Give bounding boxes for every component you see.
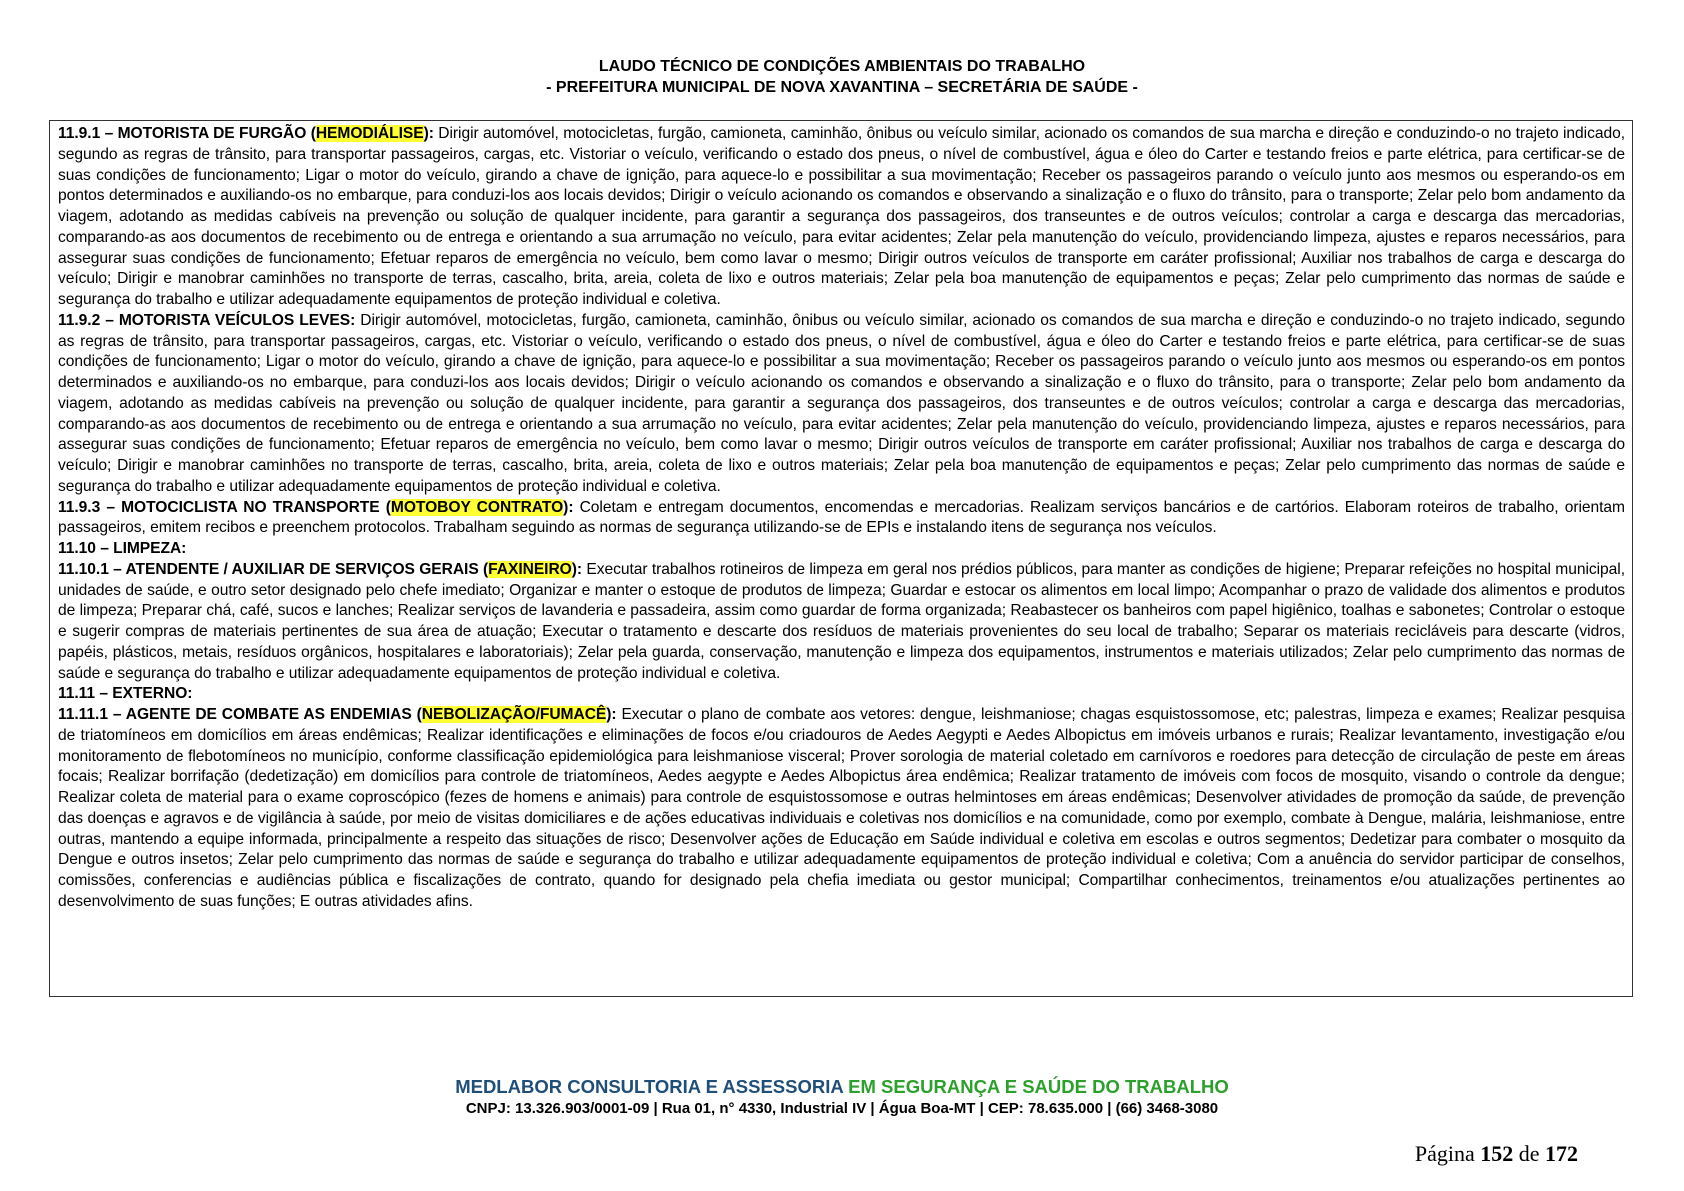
section-body: Dirigir automóvel, motocicletas, furgão, camioneta, caminhão, ônibus ou veículo similar, acionado os comandos de sua marcha e direção e conduzindo-o no trajeto indicado, segundo as regras de trânsito, para transportar passageiros, cargas, etc. Vistoriar o veículo, verificando o estado dos pneus, o nível de combustível, água e óleo do Carter e testando freios e parte elétrica, para certificar-se de suas condições de funcionamento; Ligar o motor do veículo, girando a chave de ignição, para aquece-lo e possibilitar a sua movimentação; Receber os passageiros parando o veículo junto aos mesmos ou esperando-os em pontos determinados e auxiliando-os no embarque, para conduzi-los aos locais devidos; Dirigir o veículo acionando os comandos e observando a sinalização e o fluxo do trânsito, para o transporte; Zelar pelo bom andamento da viagem, adotando as medidas cabíveis na prevenção ou solução de qualquer incidente, para garantir a segurança dos passageiros, dos transeuntes e de outros veículos; controlar a carga e descarga das mercadorias, comparando-as aos documentos de recebimento ou de entrega e orientando a sua arrumação no veículo, para evitar acidentes; Zelar pela manutenção do veículo, providenciando limpeza, ajustes e reparos necessários, para assegurar suas condições de funcionamento; Efetuar reparos de emergência no veículo, bem como lavar o mesmo; Dirigir outros veículos de transporte em caráter profissional; Auxiliar nos trabalhos de carga e descarga do veículo; Dirigir e manobrar caminhões no transporte de terras, cascalho, brita, areia, coleta de lixo e outros materiais; Zelar pela boa manutenção de equipamentos e peças; Zelar pelo cumprimento das normas de saúde e segurança do trabalho e utilizar adequadamente equipamentos de proteção individual e coletiva. bbox=[58, 125, 1625, 308]
section-title: 11.10 – LIMPEZA: bbox=[58, 540, 187, 557]
section-body: Coletam e entregam documentos, encomendas e mercadorias. Realizam serviços bancários e de cartórios. Elaboram roteiros de trabalho, orientam passageiros, emitem recibos e preenchem protocolos. Trabalham seguindo as normas de segurança utilizando-se de EPIs e instalando itens de segurança nos veículos. bbox=[58, 498, 1625, 537]
footer-company bbox=[0, 1076, 1684, 1098]
section-body: Dirigir automóvel, motocicletas, furgão, camioneta, caminhão, ônibus ou veículo similar, acionado os comandos de sua marcha e direção e conduzindo-o no trajeto indicado, segundo as regras de trânsito, para transportar passageiros, cargas, etc. Vistoriar o veículo, verificando o estado dos pneus, o nível de combustível, água e óleo do Carter e testando freios e parte elétrica, para certificar-se de suas condições de funcionamento; Ligar o motor do veículo, girando a chave de ignição, para aquece-lo e possibilitar a sua movimentação; Receber os passageiros parando o veículo junto aos mesmos ou esperando-os em pontos determinados e auxiliando-os no embarque, para conduzi-los aos locais devidos; Dirigir o veículo acionando os comandos e observando a sinalização e o fluxo do trânsito, para o transporte; Zelar pelo bom andamento da viagem, adotando as medidas cabíveis na prevenção ou solução de qualquer incidente, para garantir a segurança dos passageiros, dos transeuntes e de outros veículos; controlar a carga e descarga das mercadorias, comparando-as aos documentos de recebimento ou de entrega e orientando a sua arrumação no veículo, para evitar acidentes; Zelar pela manutenção do veículo, providenciando limpeza, ajustes e reparos necessários, para assegurar suas condições de funcionamento; Efetuar reparos de emergência no veículo, bem como lavar o mesmo; Dirigir outros veículos de transporte em caráter profissional; Auxiliar nos trabalhos de carga e descarga do veículo; Dirigir e manobrar caminhões no transporte de terras, cascalho, brita, areia, coleta de lixo e outros materiais; Zelar pela boa manutenção de equipamentos e peças; Zelar pelo cumprimento das normas de saúde e segurança do trabalho e utilizar adequadamente equipamentos de proteção individual e coletiva. bbox=[58, 311, 1625, 495]
highlight: HEMODIÁLISE bbox=[315, 125, 424, 142]
document-header bbox=[0, 56, 1684, 98]
section-11-9-2 bbox=[58, 311, 1625, 498]
section-title: 11.9.2 – MOTORISTA VEÍCULOS LEVES: bbox=[58, 311, 356, 329]
section-11-9-3 bbox=[58, 498, 1625, 540]
section-11-11 bbox=[58, 684, 1625, 705]
highlight: NEBOLIZAÇÃO/FUMACÊ bbox=[421, 706, 607, 723]
section-body: Executar o plano de combate aos vetores: dengue, leishmaniose; chagas esquistossomose, etc; palestras, limpeza e exames; Realizar pesquisa de triatomíneos em domicílios em áreas endêmicas; Realizar identificações e eliminações de focos e/ou criadouros de Aedes Aegypti e Aedes Albopictus em imóveis urbanos e rurais; Realizar levantamento, investigação e/ou monitoramento de flebotomíneos no município, conforme classificação epidemiológica para leishmaniose visceral; Prover sorologia de material coletado em carnívoros e roedores para detecção de circulação de peste em áreas focais; Realizar borrifação (dedetização) em domicílios para controle de triatomíneos, Aedes aegypte e Aedes Albopictus área endêmica; Realizar tratamento de imóveis com focos de mosquito, visando o controle da dengue; Realizar coleta de material para o exame coproscópico (fezes de homens e animais) para controle de esquistossomose e outras helmintoses em áreas endêmicas; Desenvolver atividades de promoção da saúde, de prevenção das doenças e agravos e de vigilância à saúde, por meio de visitas domiciliares e de ações educativas individuais e coletivas nos domicílios e na comunidade, como por exemplo, combate à Dengue, malária, leishmaniose, entre outras, mantendo a equipe informada, principalmente a respeito das situações de risco; Desenvolver ações de Educação em Saúde individual e coletiva em escolas e outros segmentos; Dedetizar para combater o mosquito da Dengue e outros insetos; Zelar pelo cumprimento das normas de saúde e segurança do trabalho e utilizar adequadamente equipamentos de proteção individual e coletiva; Com a anuência do servidor participar de conselhos, comissões, conferencias e audiências pública e fiscalizações de contrato, quando for designado pela chefia imediata ou gestor municipal; Compartilhar conhecimentos, treinamentos e/ou atualizações pertinentes ao desenvolvimento de suas funções; E outras atividades afins. bbox=[58, 706, 1626, 910]
section-title: 11.10.1 – ATENDENTE / AUXILIAR DE SERVIÇOS GERAIS (FAXINEIRO): bbox=[58, 560, 583, 578]
highlight: MOTOBOY CONTRATO bbox=[390, 498, 564, 516]
section-title: 11.9.1 – MOTORISTA DE FURGÃO (HEMODIÁLISE): bbox=[58, 125, 434, 142]
section-11-11-1 bbox=[58, 705, 1625, 913]
header-subtitle: - PREFEITURA MUNICIPAL DE NOVA XAVANTINA – SECRETÁRIA DE SAÚDE - bbox=[546, 79, 1138, 96]
section-11-10 bbox=[58, 539, 1625, 560]
section-title: 11.9.3 – MOTOCICLISTA NO TRANSPORTE (MOTOBOY CONTRATO): bbox=[58, 498, 574, 516]
header-title: LAUDO TÉCNICO DE CONDIÇÕES AMBIENTAIS DO TRABALHO bbox=[598, 58, 1086, 75]
company-tagline: EM SEGURANÇA E SAÚDE DO TRABALHO bbox=[843, 1076, 1229, 1097]
section-11-10-1 bbox=[58, 560, 1625, 685]
page-number: Página 152 de 172 bbox=[1414, 1141, 1578, 1166]
section-title: 11.11.1 – AGENTE DE COMBATE AS ENDEMIAS (NEBOLIZAÇÃO/FUMACÊ): bbox=[58, 706, 617, 723]
section-11-9-1 bbox=[58, 124, 1625, 311]
section-title: 11.11 – EXTERNO: bbox=[58, 685, 193, 703]
section-body: Executar trabalhos rotineiros de limpeza em geral nos prédios públicos, para manter as condições de higiene; Preparar refeições no hospital municipal, unidades de saúde, e outro setor designado pelo chefe imediato; Organizar e manter o estoque de produtos de limpeza; Guardar e estocar os alimentos em local limpo; Acompanhar o prazo de validade dos alimentos e produtos de limpeza; Preparar chá, café, sucos e lanches; Realizar serviços de lavanderia e passadeira, assim como guardar de forma organizada; Reabastecer os banheiros com papel higiênico, toalhas e sabonetes; Controlar o estoque e sugerir compras de materiais pertinentes de sua área de atuação; Executar o tratamento e descarte dos resíduos de materiais provenientes do seu local de trabalho; Separar os materiais recicláveis para descarte (vidros, papéis, plásticos, metais, resíduos orgânicos, hospitalares e laboratoriais); Zelar pela guarda, conservação, manutenção e limpeza dos equipamentos, instrumentos e materiais utilizados; Zelar pelo cumprimento das normas de saúde e segurança do trabalho e utilizar adequadamente equipamentos de proteção individual e coletiva. bbox=[58, 560, 1625, 682]
footer-address: CNPJ: 13.326.903/0001-09 | Rua 01, n° 4330, Industrial IV | Água Boa-MT | CEP: 78.635.000 | (66) 3468-3080 bbox=[465, 1100, 1219, 1117]
current-page: 152 bbox=[1480, 1141, 1514, 1166]
highlight: FAXINEIRO bbox=[488, 560, 572, 578]
total-pages: 172 bbox=[1545, 1141, 1578, 1166]
content-box bbox=[49, 120, 1633, 997]
company-name: MEDLABOR CONSULTORIA E ASSESSORIA bbox=[455, 1076, 844, 1097]
